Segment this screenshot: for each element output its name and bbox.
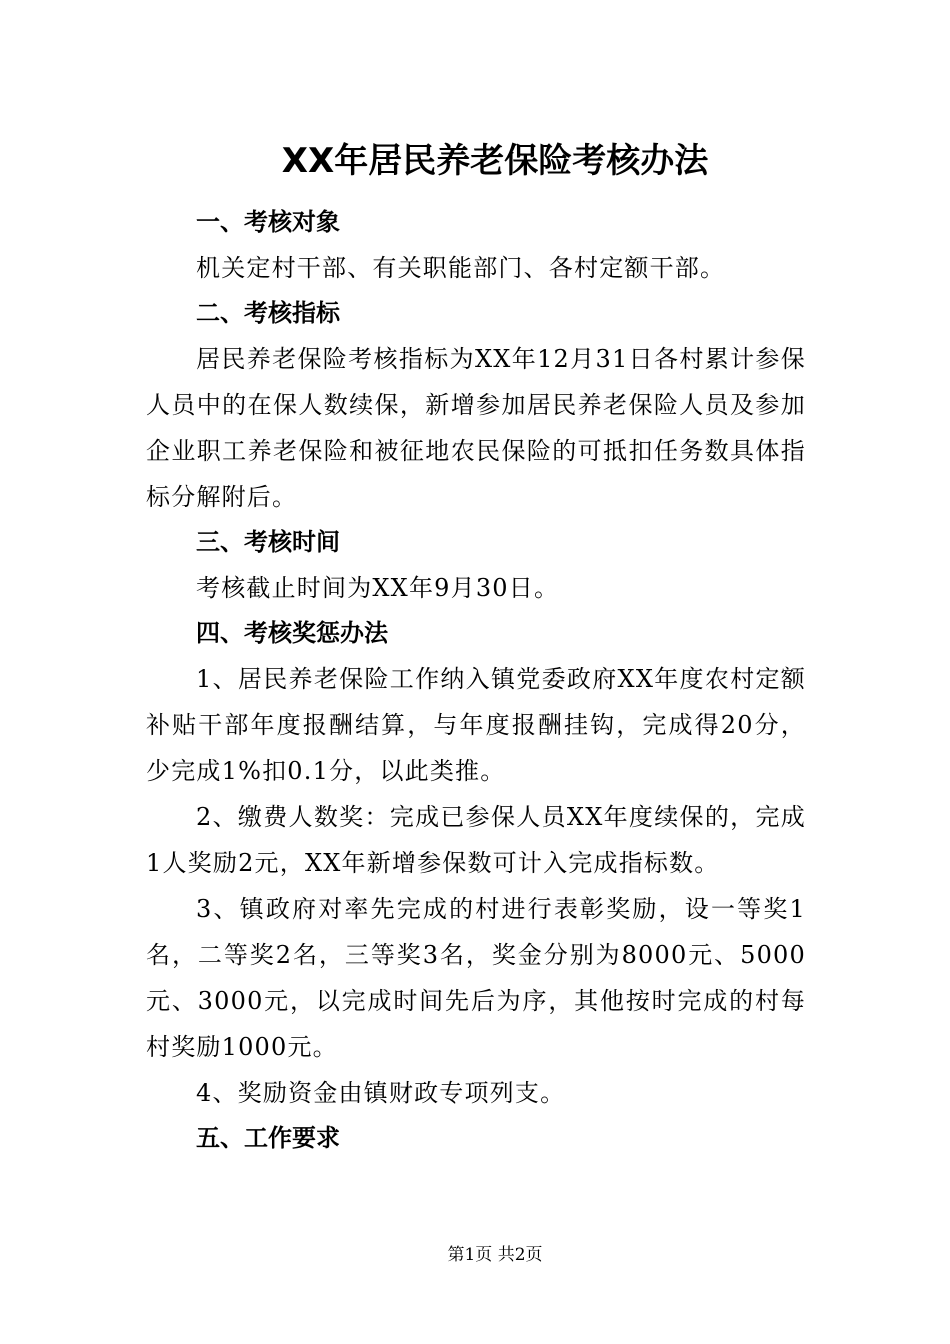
section-paragraph: 2、缴费人数奖：完成已参保人员XX年度续保的，完成1人奖励2元，XX年新增参保数可计入完成指标数。 (146, 803, 806, 877)
section-paragraph: 考核截止时间为XX年9月30日。 (196, 574, 560, 602)
section-paragraph: 4、奖励资金由镇财政专项列支。 (196, 1079, 566, 1107)
section-paragraph: 机关定村干部、有关职能部门、各村定额干部。 (196, 254, 726, 282)
page-footer: 第1页 共2页 (447, 1245, 543, 1265)
section-heading: 二、考核指标 (196, 299, 340, 327)
document-body (146, 200, 806, 1161)
section-heading: 一、考核对象 (196, 208, 340, 236)
section-paragraph: 3、镇政府对率先完成的村进行表彰奖励，设一等奖1名，二等奖2名，三等奖3名，奖金分别为8000元、5000元、3000元，以完成时间先后为序，其他按时完成的村每村奖励1000元。 (146, 895, 806, 1061)
section-heading: 三、考核时间 (196, 528, 340, 556)
section-heading: 五、工作要求 (196, 1124, 340, 1152)
document-title: XX年居民养老保险考核办法 (281, 141, 709, 181)
section-paragraph: 居民养老保险考核指标为XX年12月31日各村累计参保人员中的在保人数续保，新增参加居民养老保险人员及参加企业职工养老保险和被征地农民保险的可抵扣任务数具体指标分解附后。 (146, 345, 806, 511)
section-heading: 四、考核奖惩办法 (196, 619, 388, 647)
section-paragraph: 1、居民养老保险工作纳入镇党委政府XX年度农村定额补贴干部年度报酬结算，与年度报酬挂钩，完成得20分，少完成1%扣0.1分，以此类推。 (146, 665, 806, 785)
